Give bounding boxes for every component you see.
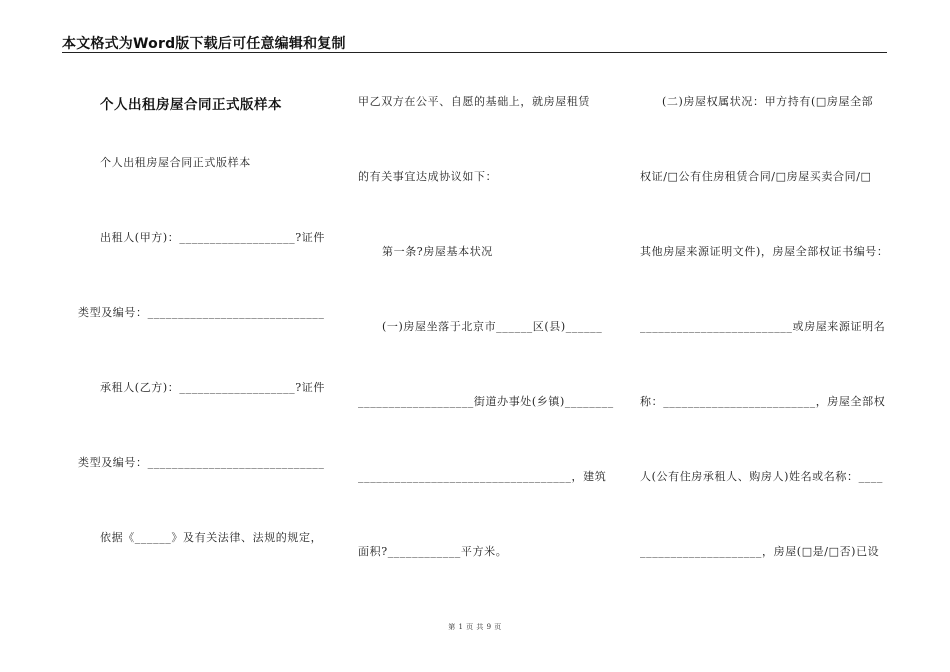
- header-divider: [62, 52, 887, 53]
- text-line: 其他房屋来源证明文件)，房屋全部权证书编号：: [640, 245, 889, 258]
- article-heading: 第一条?房屋基本状况: [382, 245, 493, 258]
- text-line: 依据《______》及有关法律、法规的规定，: [100, 531, 323, 544]
- text-line: (二)房屋权属状况：甲方持有(□房屋全部: [662, 95, 874, 108]
- text-line: 权证/□公有住房租赁合同/□房屋买卖合同/□: [640, 170, 872, 183]
- text-line: 称：_________________________，房屋全部权: [640, 395, 886, 408]
- page-number: 第 1 页 共 9 页: [448, 623, 502, 631]
- header-note: 本文格式为Word版下载后可任意编辑和复制: [62, 36, 346, 52]
- text-line: 类型及编号：_____________________________: [78, 456, 325, 469]
- text-line: 的有关事宜达成协议如下：: [358, 170, 498, 183]
- text-line: 甲乙双方在公平、自愿的基础上，就房屋租赁: [358, 95, 590, 108]
- text-line: 类型及编号：_____________________________: [78, 306, 325, 319]
- text-line: _________________________或房屋来源证明名: [640, 320, 886, 333]
- text-line: (一)房屋坐落于北京市______区(县)______: [382, 320, 603, 333]
- text-line: 承租人(乙方)：___________________?证件: [100, 381, 325, 394]
- text-line: 个人出租房屋合同正式版样本: [100, 156, 251, 169]
- document-title: 个人出租房屋合同正式版样本: [100, 97, 282, 113]
- text-line: ____________________，房屋(□是/□否)已设: [640, 545, 880, 558]
- text-line: 面积?____________平方米。: [358, 545, 508, 558]
- text-line: ___________________街道办事处(乡镇)________: [358, 395, 614, 408]
- text-line: ___________________________________，建筑: [358, 470, 607, 483]
- text-line: 人(公有住房承租人、购房人)姓名或名称：____: [640, 470, 883, 483]
- text-line: 出租人(甲方)：___________________?证件: [100, 231, 325, 244]
